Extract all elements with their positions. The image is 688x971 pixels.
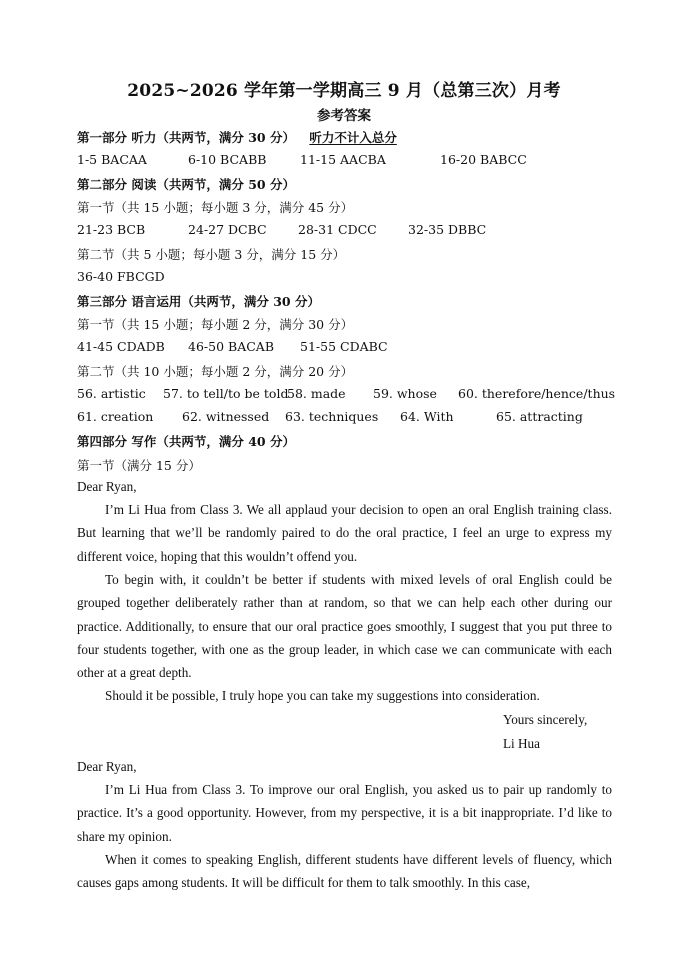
answer-group: 51-55 CDABC	[300, 339, 388, 354]
letter1-signature: Li Hua	[503, 736, 540, 751]
fill-answer: 56. artistic	[77, 386, 146, 401]
part2-section2: 第二节（共 5 小题；每小题 3 分，满分 15 分）	[77, 247, 346, 262]
part3-section2: 第二节（共 10 小题；每小题 2 分，满分 20 分）	[77, 364, 354, 379]
answer-group: 24-27 DCBC	[188, 222, 267, 237]
fill-answer: 61. creation	[77, 409, 154, 424]
fill-answer: 58. made	[287, 386, 346, 401]
part4-heading: 第四部分 写作（共两节，满分 40 分）	[77, 434, 295, 449]
answer-group: 6-10 BCABB	[188, 152, 267, 167]
fill-answer: 60. therefore/hence/thus	[458, 386, 616, 401]
letter1-greeting: Dear Ryan,	[77, 479, 137, 494]
answer-group: 11-15 AACBA	[300, 152, 386, 167]
letter2-paragraph: When it comes to speaking English, different students have different levels of fluency, which causes gaps among students. It will be difficult for them to talk smoothly. In this case,	[77, 852, 612, 891]
answer-group: 32-35 DBBC	[408, 222, 487, 237]
fill-answer: 57. to tell/to be told	[163, 386, 289, 401]
letter1-paragraph: To begin with, it couldn’t be better if students with mixed levels of oral English could be grouped together deliberately rather than at random, so that we can help each other during our practice. Additionally, to ensure that our oral practice goes smoothly, I suggest that you put three to four students together, with one as the group leader, in which case we can communicate with each other at a great depth.	[77, 572, 612, 681]
answer-group: 1-5 BACAA	[77, 152, 147, 167]
letter1-paragraph: I’m Li Hua from Class 3. We all applaud your decision to open an oral English training class. But learning that we’ll be randomly paired to do the oral practice, I feel an urge to express my different voice, hoping that this wouldn’t offend you.	[77, 502, 612, 564]
letter2-paragraph: I’m Li Hua from Class 3. To improve our oral English, you asked us to pair up randomly to practice. It’s a good opportunity. However, from my perspective, it is a bit inappropriate. I’d like to share my opinion.	[77, 782, 612, 844]
fill-answer: 59. whose	[373, 386, 437, 401]
answer-group: 41-45 CDADB	[77, 339, 165, 354]
letter2-greeting: Dear Ryan,	[77, 759, 137, 774]
fill-answer: 62. witnessed	[182, 409, 270, 424]
fill-answer: 64. With	[400, 409, 454, 424]
part3-section1: 第一节（共 15 小题；每小题 2 分，满分 30 分）	[77, 317, 354, 332]
fill-answer: 65. attracting	[496, 409, 583, 424]
part3-heading: 第三部分 语言运用（共两节，满分 30 分）	[77, 294, 320, 309]
part2-heading: 第二部分 阅读（共两节，满分 50 分）	[77, 177, 295, 192]
part1-note: 听力不计入总分	[309, 130, 397, 145]
part4-section1: 第一节（满分 15 分）	[77, 458, 201, 473]
letter1-paragraph: Should it be possible, I truly hope you can take my suggestions into consideration.	[105, 688, 540, 703]
part1-heading: 第一部分 听力（共两节，满分 30 分）	[77, 130, 295, 145]
part2-section1: 第一节（共 15 小题；每小题 3 分，满分 45 分）	[77, 200, 354, 215]
answer-group: 28-31 CDCC	[298, 222, 377, 237]
page-title: 2025~2026 学年第一学期高三 9 月（总第三次）月考	[127, 81, 561, 101]
answer-group: 16-20 BABCC	[440, 152, 527, 167]
fill-answer: 63. techniques	[285, 409, 379, 424]
answer-group: 46-50 BACAB	[188, 339, 274, 354]
page-subtitle: 参考答案	[317, 108, 371, 124]
answer-group: 36-40 FBCGD	[77, 269, 165, 284]
answer-group: 21-23 BCB	[77, 222, 146, 237]
letter1-closing: Yours sincerely,	[503, 712, 588, 727]
part1-heading-line	[77, 128, 397, 146]
